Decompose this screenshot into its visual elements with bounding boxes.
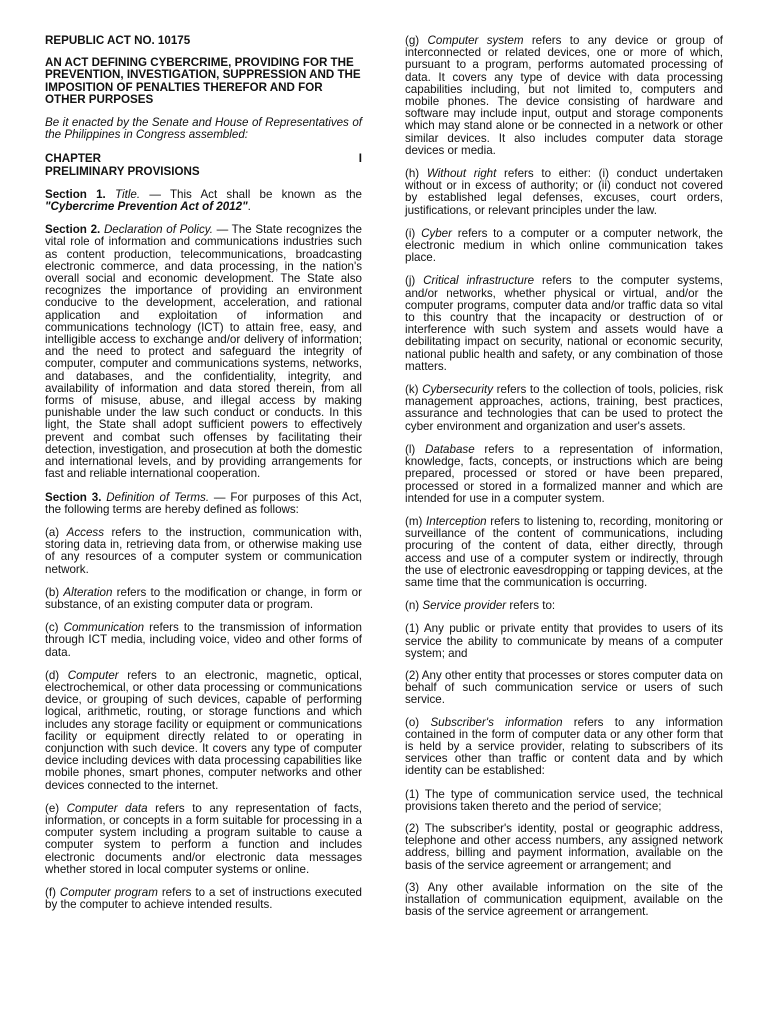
definition-e: (e) Computer data refers to any representation of facts, information, or concepts in a form suitable for processing in a computer system including a program suitable to cause a computer system to perform a function and includes electronic documents and/or electronic data messages whether stored in local computer systems or online. xyxy=(45,801,362,876)
definition-k: (k) Cybersecurity refers to the collection of tools, policies, risk management approaches, actions, training, best practices, assurance and technologies that can be used to protect the cyber environment and organization and user's assets. xyxy=(405,383,723,433)
definition-d: (d) Computer refers to an electronic, magnetic, optical, electrochemical, or other data processing or communications device, or grouping of such devices, capable of performing logical, arithmetic, routing, or storage functions and which includes any storage facility or equipment or communications facility or equipment directly related to or operating in conjunction with such device. It covers any type of computer device including devices with data processing capabilities like mobile phones, smart phones, computer networks and other devices connected to the internet. xyxy=(45,668,363,792)
section-text: — For purposes of this Act, the following terms are hereby defined as follows: xyxy=(45,490,362,516)
section-heading: Title. xyxy=(115,187,141,201)
defined-term: Cyber xyxy=(421,226,452,240)
defined-term: Computer xyxy=(67,668,119,682)
defined-term: Service provider xyxy=(422,599,507,613)
definition-b: (b) Alteration refers to the modification or change, in form or substance, of an existing computer data or program. xyxy=(45,585,362,611)
definition-c: (c) Communication refers to the transmission of information through ICT media, including voice, video and other forms of data. xyxy=(45,621,362,659)
defined-term: Computer program xyxy=(59,885,158,899)
section-label: Section 3. xyxy=(45,490,102,504)
definition-o: (o) Subscriber's information refers to any information contained in the form of computer data or any other form that is held by a service provider, relating to subscribers of its services other than traffic or content data and by which identity can be established: xyxy=(405,715,723,778)
defined-term: Cybersecurity xyxy=(422,383,494,397)
definition-n-item-2: (2) Any other entity that processes or stores computer data on behalf of such communication service or users of such service. xyxy=(405,668,723,707)
defined-term: Without right xyxy=(426,167,497,181)
defined-term: Computer system xyxy=(427,34,524,47)
act-number: REPUBLIC ACT NO. 10175 xyxy=(45,34,191,47)
chapter-number: I xyxy=(358,152,362,166)
definition-a: (a) Access refers to the instruction, communication with, storing data in, retrieving data from, or otherwise making use of any resources of a computer system or communication network. xyxy=(45,525,362,576)
defined-term: Critical infrastructure xyxy=(423,274,535,288)
section-label: Section 2. xyxy=(45,223,101,237)
definition-o-item-1: (1) The type of communication service used, the technical provisions taken thereto and the period of service; xyxy=(405,787,723,813)
left-column xyxy=(45,35,362,922)
definition-o-item-3: (3) Any other available information on the site of the installation of communication equipment, available on the basis of the service agreement or arrangement. xyxy=(405,880,723,919)
defined-term: Access xyxy=(66,525,104,539)
defined-term: Database xyxy=(425,442,475,456)
definition-h: (h) Without right refers to either: (i) conduct undertaken without or in excess of authority; or (ii) conduct not covered by established legal defenses, excuses, court orders, justifications, or relevant principles under the law. xyxy=(405,167,723,217)
section-1: Section 1. Title. — This Act shall be known as the "Cybercrime Prevention Act of 2012". xyxy=(45,187,363,214)
definition-o-item-2: (2) The subscriber's identity, postal or geographic address, telephone and other access numbers, any assigned network address, billing and payment information, available on the basis of the service agreement or arrangement; and xyxy=(405,821,723,872)
section-label: Section 1. xyxy=(45,187,106,201)
section-text: — This Act shall be known as the xyxy=(140,187,363,201)
definition-g: (g) Computer system refers to any device or group of interconnected or related devices, one or more of which, pursuant to a program, performs automated processing of data. It covers any type of device with data processing capabilities including, but not limited to, computers and mobile phones. The device consisting of hardware and software may include input, output and storage components which may stand alone or be connected in a network or other similar devices. It also includes computer data storage devices or media. xyxy=(405,34,723,157)
definition-n-item-1: (1) Any public or private entity that provides to users of its service the ability to communicate by means of a computer system; and xyxy=(405,622,723,660)
definition-j: (j) Critical infrastructure refers to the computer systems, and/or networks, whether physical or virtual, and/or the computer programs, computer data and/or traffic data so vital to this country that the incapacity or destruction of or interference with such system and assets would have a debilitating impact on security, national or economic security, national public health and safety, or any combination of those matters. xyxy=(405,274,723,373)
definition-n: (n) Service provider refers to: xyxy=(405,599,556,613)
short-title: "Cybercrime Prevention Act of 2012" xyxy=(45,200,248,214)
enacting-clause: Be it enacted by the Senate and House of Representatives of the Philippines in Congress assembled: xyxy=(45,116,362,142)
chapter-label: CHAPTER xyxy=(45,152,102,166)
section-heading: Definition of Terms. xyxy=(106,490,210,504)
chapter-heading xyxy=(45,153,362,165)
defined-term: Computer data xyxy=(66,801,148,815)
chapter-title: PRELIMINARY PROVISIONS xyxy=(45,164,200,178)
section-2 xyxy=(45,224,362,480)
section-3 xyxy=(45,492,362,516)
section-heading: Declaration of Policy. xyxy=(103,223,213,237)
act-title: AN ACT DEFINING CYBERCRIME, PROVIDING FOR THE PREVENTION, INVESTIGATION, SUPPRESSION AND THE IMPOSITION OF PENALTIES THEREFOR AND FOR OTHER PURPOSES xyxy=(45,56,361,106)
definition-m: (m) Interception refers to listening to, recording, monitoring or surveillance of the content of communications, including procuring of the content of data, either directly, through access and use of a computer system or indirectly, through the use of electronic eavesdropping or tapping devices, at the same time that the communication is occurring. xyxy=(405,514,723,589)
defined-term: Alteration xyxy=(63,585,113,599)
definition-f: (f) Computer program refers to a set of instructions executed by the computer to achieve intended results. xyxy=(45,885,362,912)
section-text: — The State recognizes the vital role of information and communications industries such as content production, telecommunications, broadcasting electronic commerce, and data processing, in the nation's overall social and economic development. The State also recognizes the importance of providing an environment conducive to the development, acceleration, and rational application and exploitation of information and communications technology (ICT) to attain free, easy, and intelligible access to exchange and/or delivery of information; and the need to protect and safeguard the integrity of computer, computer and communications systems, networks, and databases, and the confidentiality, integrity, and availability of information and data stored therein, from all forms of misuse, abuse, and illegal access by making punishable under the law such conduct or conducts. In this light, the State shall adopt sufficient powers to effectively prevent and combat such offenses by facilitating their detection, investigation, and prosecution at both the domestic and international levels, and by providing arrangements for fast and reliable international cooperation. xyxy=(45,223,362,481)
right-column xyxy=(405,35,723,928)
definition-l: (l) Database refers to a representation of information, knowledge, facts, concepts, or instructions which are being prepared, processed or stored or have been prepared, processed or stored in a formalized manner and which are intended for use in a computer system. xyxy=(405,442,723,505)
definition-i: (i) Cyber refers to a computer or a computer network, the electronic medium in which online communication takes place. xyxy=(405,226,723,265)
defined-term: Subscriber's information xyxy=(430,715,563,729)
defined-term: Communication xyxy=(63,621,145,635)
defined-term: Interception xyxy=(426,514,487,528)
